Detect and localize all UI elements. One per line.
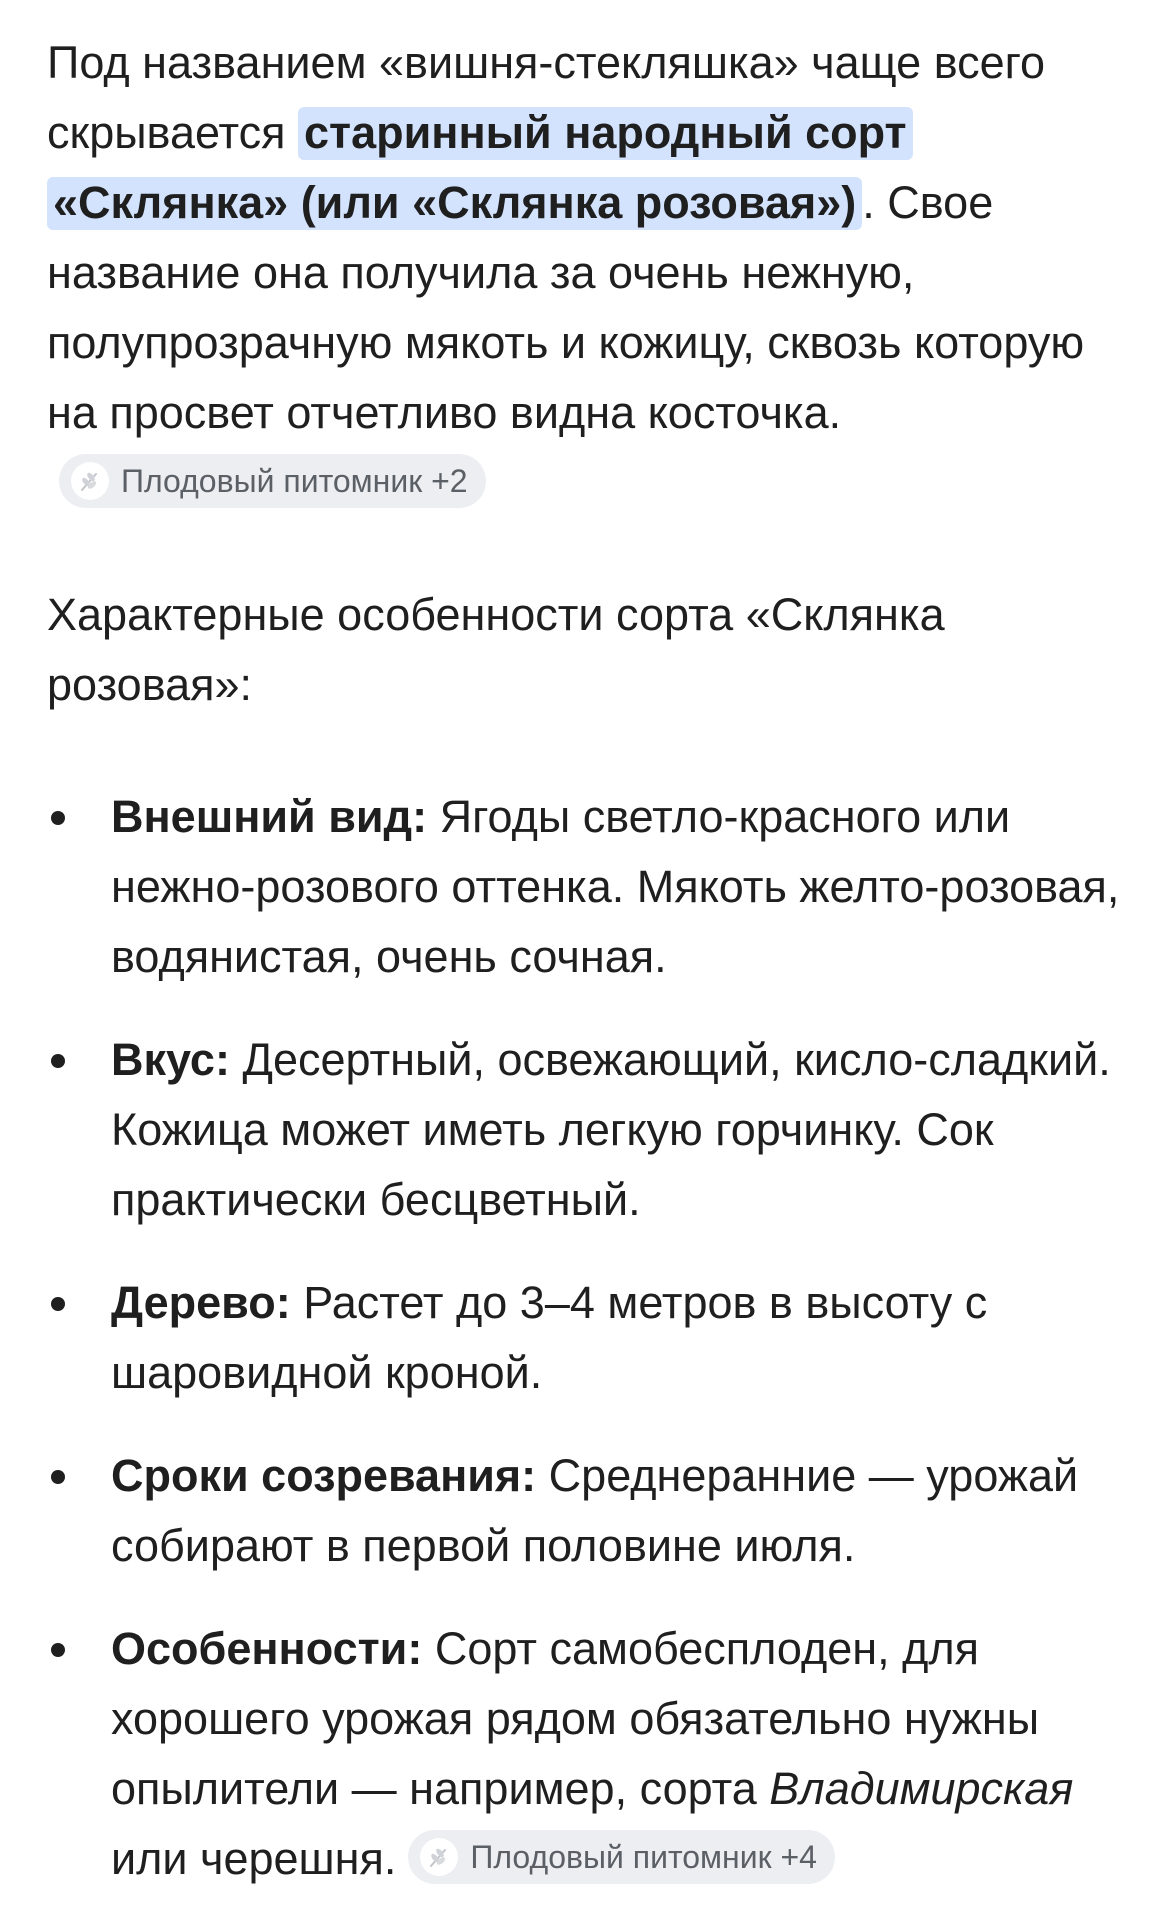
feature-text: Ягоды светло-красного или нежно-розового оттенка. Мякоть желто-розовая, водянистая, очень сочная.	[111, 791, 1120, 982]
feature-text-before: Сорт самобесплоден, для хорошего урожая рядом обязательно нужны опылители — например, сорта	[111, 1623, 1040, 1814]
feature-text-after: или черешня.	[111, 1833, 397, 1884]
bullet-icon	[51, 1470, 65, 1484]
feature-label: Внешний вид:	[111, 791, 428, 842]
features-list	[47, 782, 1120, 1894]
source-chip[interactable]	[408, 1830, 835, 1884]
source-chip-label: Плодовый питомник +2	[121, 463, 468, 500]
bullet-icon	[51, 1054, 65, 1068]
feature-item-peculiarities	[47, 1614, 1120, 1894]
feature-text-italic: Владимирская	[769, 1763, 1074, 1814]
bullet-icon	[51, 811, 65, 825]
feature-label: Вкус:	[111, 1034, 230, 1085]
intro-text-after: . Свое название она получила за очень нежную, полупрозрачную мякоть и кожицу, сквозь которую на просвет отчетливо видна косточка.	[47, 177, 1085, 438]
leaf-icon	[420, 1838, 458, 1876]
feature-text: Растет до 3–4 метров в высоту с шаровидной кроной.	[111, 1277, 988, 1398]
feature-item-taste	[47, 1025, 1120, 1235]
source-chip-label: Плодовый питомник +4	[470, 1839, 817, 1876]
feature-text: Среднеранние — урожай собирают в первой половине июля.	[111, 1450, 1079, 1571]
feature-item-tree	[47, 1268, 1120, 1408]
intro-text-before: Под названием «вишня-стекляшка» чаще всего скрывается	[47, 37, 1046, 158]
bullet-icon	[51, 1297, 65, 1311]
feature-item-appearance	[47, 782, 1120, 992]
feature-label: Сроки созревания:	[111, 1450, 537, 1501]
highlighted-variety-name[interactable]: старинный народный сорт «Склянка» (или «Склянка розовая»)	[47, 107, 913, 230]
feature-label: Дерево:	[111, 1277, 291, 1328]
feature-label: Особенности:	[111, 1623, 423, 1674]
features-heading: Характерные особенности сорта «Склянка розовая»:	[47, 589, 945, 710]
feature-text: Десертный, освежающий, кисло-сладкий. Кожица может иметь легкую горчинку. Сок практически бесцветный.	[111, 1034, 1111, 1225]
intro-paragraph	[47, 28, 1120, 518]
leaf-icon	[71, 462, 109, 500]
feature-item-ripening	[47, 1441, 1120, 1581]
bullet-icon	[51, 1643, 65, 1657]
source-chip[interactable]	[59, 454, 486, 508]
